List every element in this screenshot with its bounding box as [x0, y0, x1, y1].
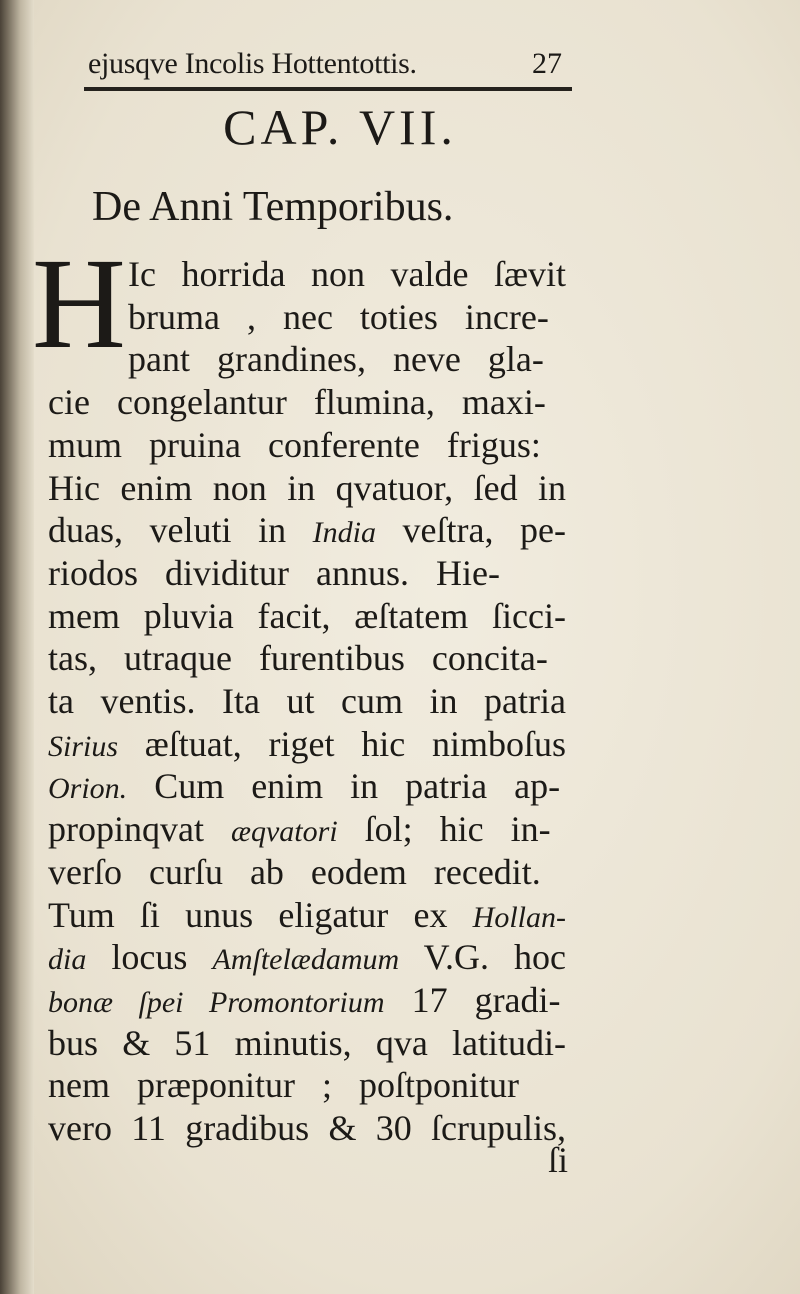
text-line — [48, 466, 566, 510]
text-segment: ſol; hic in- — [337, 809, 551, 850]
italic-word: æqvatori — [230, 815, 338, 849]
text-segment: bruma , nec toties incre- — [128, 296, 549, 337]
italic-word: Orion. — [48, 772, 128, 806]
text-line — [48, 978, 561, 1025]
text-line — [48, 551, 500, 595]
text-line — [48, 935, 566, 982]
text-line — [48, 850, 541, 894]
drop-cap: H — [32, 232, 126, 376]
text-segment: cie congelantur flumina, maxi- — [48, 382, 546, 423]
text-segment: mum pruina conferente frigus: — [48, 424, 541, 465]
italic-word: Amſtelædamum — [212, 943, 400, 977]
text-line — [48, 807, 551, 854]
text-line — [48, 679, 566, 723]
text-segment: mem pluvia facit, æſtatem ſicci- — [48, 595, 566, 636]
text-line — [48, 423, 541, 467]
text-line — [48, 1063, 519, 1107]
text-line — [48, 594, 566, 638]
text-segment: 17 gradi- — [384, 979, 561, 1020]
text-segment: Tum ſi unus eligatur ex — [48, 894, 473, 935]
text-segment: nem præponitur ; poſtponitur — [48, 1065, 519, 1106]
text-line — [48, 1021, 566, 1065]
text-segment: riodos dividitur annus. Hie- — [48, 552, 500, 593]
text-segment: Hic enim non in qvatuor, ſed in — [48, 467, 566, 508]
italic-word: India — [312, 516, 376, 550]
text-segment: locus — [86, 937, 213, 978]
text-segment: Cum enim in patria ap- — [127, 766, 561, 807]
text-line — [48, 380, 546, 424]
italic-word: Sirius — [48, 729, 119, 763]
text-segment: ta ventis. Ita ut cum in patria — [48, 681, 566, 721]
text-line — [48, 893, 566, 940]
text-segment: bus & 51 minutis, qva latitudi- — [48, 1022, 566, 1063]
text-line — [128, 337, 544, 381]
chapter-number: CAP. VII. — [223, 99, 457, 155]
text-line — [48, 636, 548, 680]
text-segment: veſtra, pe- — [375, 510, 566, 551]
text-line — [48, 1106, 566, 1150]
text-line — [48, 508, 566, 555]
page-number: 27 — [532, 47, 562, 80]
italic-word: bonæ ſpei Promontorium — [48, 985, 385, 1019]
text-line — [48, 722, 566, 769]
chapter-title: De Anni Temporibus. — [92, 184, 454, 230]
text-segment: Ic horrida non valde ſævit — [128, 254, 566, 294]
text-segment: verſo curſu ab eodem recedit. — [48, 851, 541, 892]
text-line — [48, 764, 560, 811]
text-segment: vero 11 gradibus & 30 ſcrupulis, — [48, 1108, 566, 1148]
running-head: ejusqve Incolis Hottentottis. — [88, 47, 417, 80]
text-segment: pant grandines, neve gla- — [128, 339, 544, 380]
text-segment: æſtuat, riget hic nimboſus — [118, 723, 566, 764]
text-segment: propinqvat — [48, 809, 231, 850]
catchword: ſi — [548, 1140, 569, 1180]
text-segment: V.G. hoc — [399, 937, 566, 978]
text-segment: tas, utraque furentibus concita- — [48, 638, 548, 679]
text-line — [128, 252, 566, 296]
text-line — [128, 295, 549, 339]
italic-word: Hollan- — [472, 900, 566, 934]
text-segment: duas, veluti in — [48, 510, 313, 551]
italic-word: dia — [48, 943, 87, 977]
